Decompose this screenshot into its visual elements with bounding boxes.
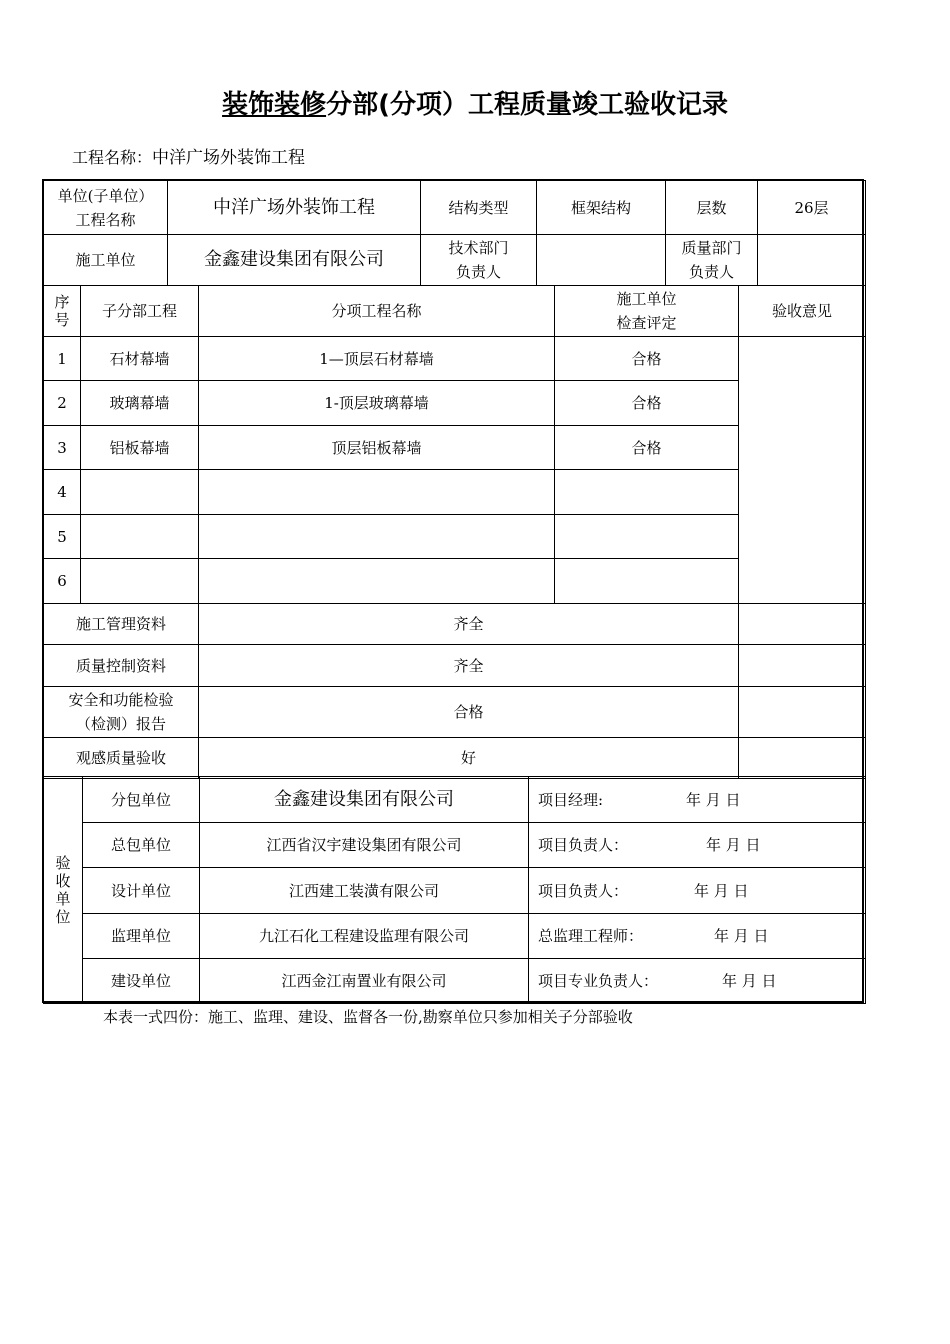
name-cell	[199, 515, 555, 559]
unit-label: 单位(子单位）工程名称	[44, 181, 168, 235]
sub-cell	[81, 470, 199, 515]
check-cell	[555, 470, 739, 515]
acceptance-company: 九江石化工程建设监理有限公司	[200, 914, 529, 959]
acceptance-role: 设计单位	[83, 868, 200, 914]
sign-date: 年 月 日	[706, 836, 761, 854]
summary-value: 齐全	[199, 645, 739, 687]
table-row	[44, 337, 866, 381]
summary-row	[44, 604, 866, 645]
title-rest: 分部(分项）工程质量竣工验收记录	[326, 90, 728, 120]
summary-label: 质量控制资料	[44, 645, 199, 687]
signer-label: 项目经理:	[538, 790, 604, 809]
check-cell	[555, 559, 739, 604]
seq-cell: 3	[44, 426, 81, 470]
acceptance-row	[44, 914, 866, 959]
summary-row	[44, 645, 866, 687]
header-table	[43, 180, 866, 286]
check-cell: 合格	[555, 381, 739, 426]
struct-value: 框架结构	[537, 181, 666, 235]
summary-value: 合格	[199, 687, 739, 738]
name-cell: 顶层铝板幕墙	[199, 426, 555, 470]
name-cell	[199, 470, 555, 515]
summary-row	[44, 687, 866, 738]
tech-label: 技术部门负责人	[421, 235, 537, 286]
page-title	[0, 84, 950, 121]
acceptance-table	[43, 776, 866, 1004]
acceptance-sign	[529, 777, 866, 823]
seq-cell: 2	[44, 381, 81, 426]
builder-label: 施工单位	[44, 235, 168, 286]
check-cell: 合格	[555, 426, 739, 470]
opinion-header: 验收意见	[739, 286, 866, 337]
sub-header: 子分部工程	[81, 286, 199, 337]
summary-opinion	[739, 604, 866, 645]
project-value: 中洋广场外装饰工程	[152, 148, 306, 168]
acceptance-row	[44, 959, 866, 1004]
sub-cell: 铝板幕墙	[81, 426, 199, 470]
quality-value	[758, 235, 866, 286]
acceptance-row	[44, 868, 866, 914]
sign-date: 年 月 日	[694, 881, 749, 900]
sub-cell	[81, 559, 199, 604]
quality-label: 质量部门负责人	[666, 235, 758, 286]
signer-label: 项目负责人：	[538, 836, 629, 854]
acceptance-company: 江西建工装潢有限公司	[200, 868, 529, 914]
title-underlined: 装饰装修	[222, 90, 327, 120]
summary-opinion	[739, 645, 866, 687]
floors-value: 26层	[758, 181, 866, 235]
acceptance-row	[44, 823, 866, 868]
summary-label: 观感质量验收	[44, 738, 199, 779]
signer-label: 项目专业负责人：	[538, 972, 659, 990]
footnote: 本表一式四份：施工、监理、建设、监督各一份,勘察单位只参加相关子分部验收	[103, 1008, 633, 1026]
floors-label: 层数	[666, 181, 758, 235]
tech-value	[537, 235, 666, 286]
name-cell: 1-顶层玻璃幕墙	[199, 381, 555, 426]
acceptance-role: 总包单位	[83, 823, 200, 868]
check-header: 施工单位检查评定	[555, 286, 739, 337]
seq-cell: 6	[44, 559, 81, 604]
name-cell	[199, 559, 555, 604]
acceptance-group-label: 验收单位	[44, 777, 83, 1004]
seq-cell: 1	[44, 337, 81, 381]
builder-value: 金鑫建设集团有限公司	[168, 235, 421, 286]
acceptance-sign	[529, 823, 866, 868]
acceptance-company: 金鑫建设集团有限公司	[200, 777, 529, 823]
acceptance-row	[44, 777, 866, 823]
sign-date: 年 月 日	[722, 972, 777, 990]
acceptance-company: 江西金江南置业有限公司	[200, 959, 529, 1004]
summary-opinion	[739, 738, 866, 779]
seq-header: 序号	[44, 286, 81, 337]
acceptance-role: 建设单位	[83, 959, 200, 1004]
seq-cell: 5	[44, 515, 81, 559]
items-table	[43, 285, 866, 779]
acceptance-company: 江西省汉宇建设集团有限公司	[200, 823, 529, 868]
unit-value: 中洋广场外装饰工程	[168, 181, 421, 235]
signer-label: 项目负责人：	[538, 881, 629, 900]
sign-date: 年 月 日	[714, 927, 769, 945]
summary-value: 齐全	[199, 604, 739, 645]
sub-cell: 石材幕墙	[81, 337, 199, 381]
summary-value: 好	[199, 738, 739, 779]
name-header: 分项工程名称	[199, 286, 555, 337]
acceptance-role: 分包单位	[83, 777, 200, 823]
summary-row	[44, 738, 866, 779]
name-cell: 1—顶层石材幕墙	[199, 337, 555, 381]
sub-cell: 玻璃幕墙	[81, 381, 199, 426]
acceptance-sign	[529, 868, 866, 914]
project-label: 工程名称：	[72, 148, 153, 167]
signer-label: 总监理工程师：	[538, 927, 644, 945]
acceptance-sign	[529, 914, 866, 959]
sub-cell	[81, 515, 199, 559]
summary-label: 施工管理资料	[44, 604, 199, 645]
check-cell	[555, 515, 739, 559]
seq-cell: 4	[44, 470, 81, 515]
check-cell: 合格	[555, 337, 739, 381]
summary-label: 安全和功能检验（检测）报告	[44, 687, 199, 738]
project-line	[72, 143, 305, 168]
sign-date: 年 月 日	[686, 790, 741, 809]
acceptance-role: 监理单位	[83, 914, 200, 959]
acceptance-sign	[529, 959, 866, 1004]
struct-label: 结构类型	[421, 181, 537, 235]
summary-opinion	[739, 687, 866, 738]
opinion-cell	[739, 337, 866, 604]
